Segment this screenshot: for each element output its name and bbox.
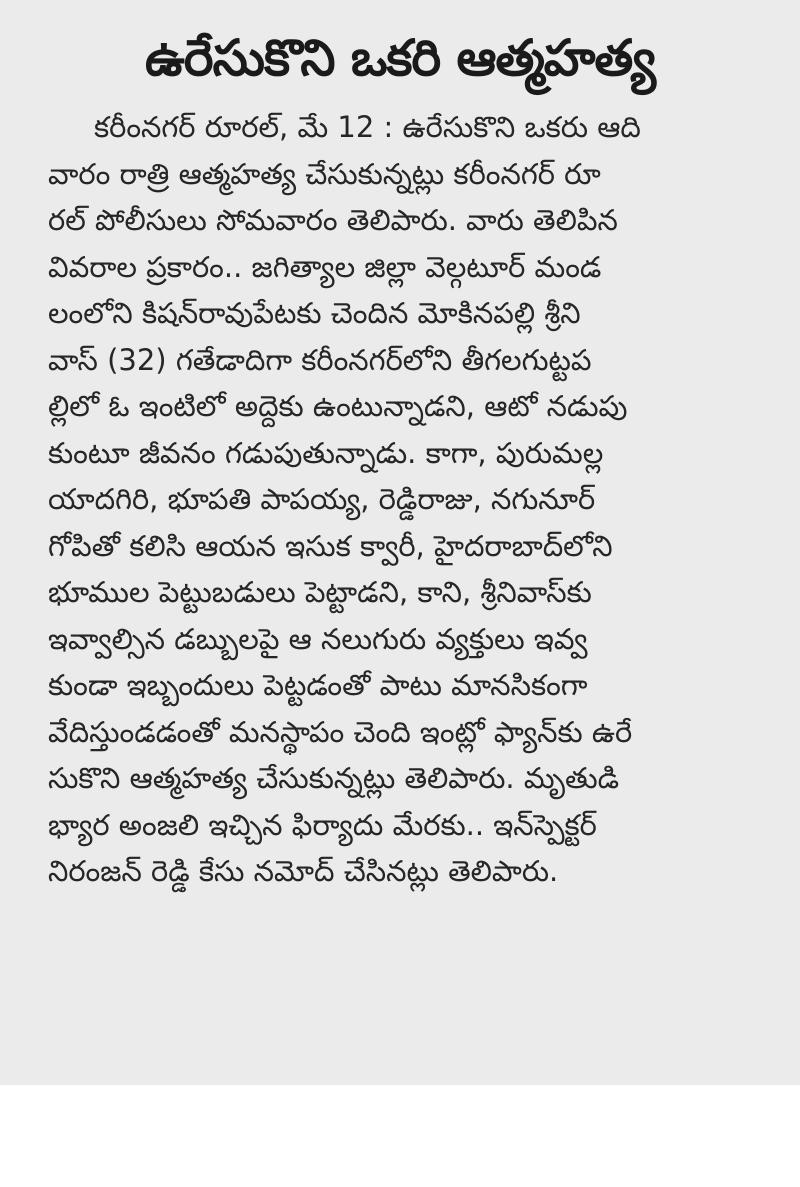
article-body (48, 104, 788, 895)
article-line: వారం రాత్రి ఆత్మహత్య చేసుకున్నట్లు కరీంనగర్ రూ (48, 156, 601, 191)
article-line: భూముల పెట్టుబడులు పెట్టాడని, కాని, శ్రీనివాస్‌కు (48, 575, 592, 609)
article-line: నిరంజన్ రెడ్డి కేసు నమోద్ చేసినట్లు తెలిపారు. (48, 854, 559, 888)
article-line: లంలోని కిషన్‌రావుపేటకు చెందిన మోకినపల్లి శ్రీని (48, 296, 581, 330)
blank-margin (0, 1085, 800, 1187)
article-headline: ఉరేసుకొని ఒకరి ఆత్మహత్య (145, 29, 655, 87)
article-line: గోపితో కలిసి ఆయన ఇసుక క్వారీ, హైదరాబాద్‌లోని (48, 528, 613, 563)
article-line: ఇవ్వాల్సిన డబ్బులపై ఆ నలుగురు వ్యక్తులు ఇవ్వ (48, 621, 588, 656)
article-line: భ్యార అంజలి ఇచ్చిన ఫిర్యాదు మేరకు.. ఇన్‌స్పెక్టర్ (48, 807, 597, 842)
article-line: సుకొని ఆత్మహత్య చేసుకున్నట్లు తెలిపారు. మృతుడి (48, 761, 620, 795)
article-line: ల్లిలో ఓ ఇంటిలో అద్దెకు ఉంటున్నాడని, ఆటో నడుపు (48, 389, 628, 423)
article-line: కుండా ఇబ్బందులు పెట్టడంతో పాటు మానసికంగా (48, 668, 588, 702)
article-line: వేదిస్తుండడంతో మనస్థాపం చెంది ఇంట్లో ఫ్యాన్‌కు ఉరే (48, 714, 633, 749)
article-line: వాస్ (32) గతేడాదిగా కరీంనగర్‌లోని తీగలగుట్టప (48, 342, 592, 377)
article-line: కరీంనగర్ రూరల్, మే 12 : ఉరేసుకొని ఒకరు ఆది (94, 110, 641, 144)
article-line: రల్ పోలీసులు సోమవారం తెలిపారు. వారు తెలిపిన (48, 203, 618, 237)
article-line: వివరాల ప్రకారం.. జగిత్యాల జిల్లా వెల్గటూర్ మండ (48, 249, 602, 284)
article-line: యాదగిరి, భూపతి పాపయ్య, రెడ్డిరాజు, నగునూర్ (48, 482, 596, 516)
article-line: కుంటూ జీవనం గడుపుతున్నాడు. కాగా, పురుమల్ల (48, 435, 604, 470)
